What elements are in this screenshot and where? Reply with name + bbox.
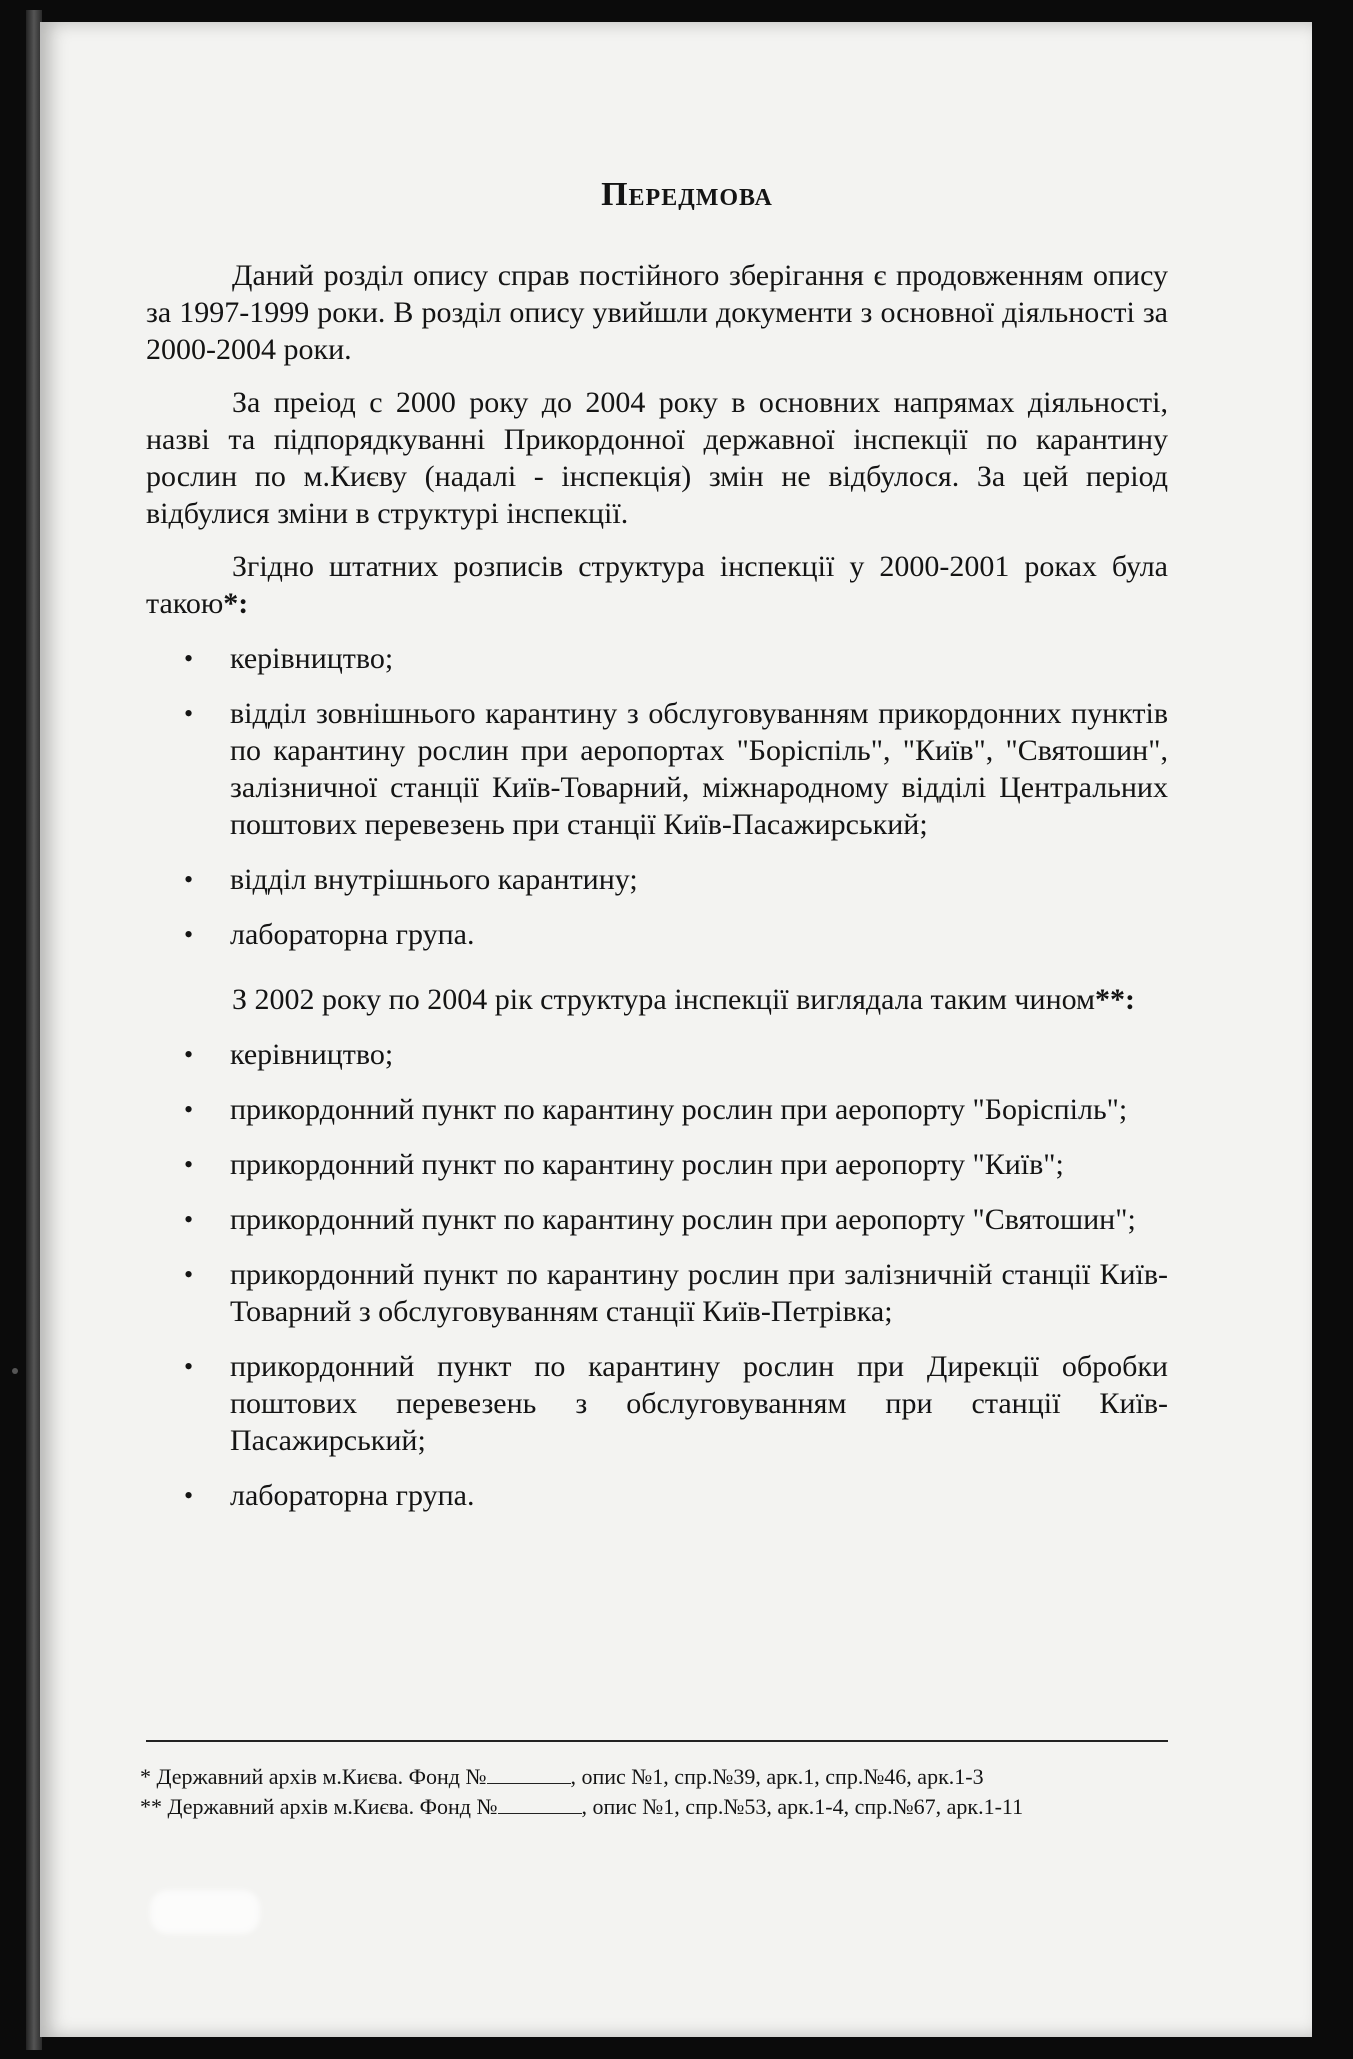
list-item-text: прикордонний пункт по карантину рослин при аеропорту "Київ";	[230, 1148, 1064, 1181]
paragraph-structure-2000	[146, 548, 1168, 622]
list-item-text: лабораторна група.	[230, 1479, 475, 1512]
margin-mark	[12, 1368, 18, 1374]
footnote-1-suffix: , опис №1, спр.№39, арк.1, спр.№46, арк.1-3	[570, 1764, 984, 1789]
footnote-2-prefix: ** Державний архів м.Києва. Фонд №	[140, 1794, 498, 1819]
footnotes	[140, 1762, 1180, 1822]
footnote-1-prefix: * Державний архів м.Києва. Фонд №	[140, 1764, 487, 1789]
page-content	[146, 176, 1168, 1542]
bullet-icon: •	[184, 1205, 194, 1234]
fund-number-blank	[498, 1795, 582, 1814]
bullet-icon: •	[184, 920, 194, 949]
list-item-text: керівництво;	[230, 1038, 394, 1071]
list-item-text: відділ зовнішнього карантину з обслуговуванням прикордонних пунктів по карантину рослин при аеропортах "Боріспіль", "Київ", "Святошин", залізничної станції Київ-Товарний, міжнародному відділі Центральних поштових перевезень при станції Київ-Пасажирський;	[230, 697, 1168, 841]
list-item	[146, 1146, 1168, 1183]
page-title: Передмова	[601, 176, 773, 213]
list-item-text: керівництво;	[230, 642, 394, 675]
bullet-icon: •	[184, 1260, 194, 1289]
list-item	[146, 695, 1168, 843]
list-item	[146, 861, 1168, 898]
bullet-icon: •	[184, 865, 194, 894]
list-item-text: лабораторна група.	[230, 918, 475, 951]
paragraph-structure-2002	[146, 981, 1168, 1018]
bullet-icon: •	[184, 699, 194, 728]
footnote-divider	[146, 1740, 1168, 1742]
structure-list-2002	[146, 1036, 1168, 1514]
paragraph-structure-2002-text: З 2002 року по 2004 рік структура інспекції виглядала таким чином	[232, 983, 1096, 1016]
list-item	[146, 1091, 1168, 1128]
bullet-icon: •	[184, 1150, 194, 1179]
list-item	[146, 1348, 1168, 1459]
bullet-icon: •	[184, 1040, 194, 1069]
list-item-text: прикордонний пункт по карантину рослин при залізничній станції Київ-Товарний з обслуговуванням станції Київ-Петрівка;	[230, 1258, 1168, 1328]
list-item	[146, 916, 1168, 953]
list-item	[146, 1256, 1168, 1330]
paragraph-period: За преіод с 2000 року до 2004 року в основних напрямах діяльності, назві та підпорядкуванні Прикордонної державної інспекції по карантину рослин по м.Києву (надалі - інспекція) змін не відбулося. За цей період відбулися зміни в структурі інспекції.	[146, 386, 1168, 530]
bullet-icon: •	[184, 644, 194, 673]
footnote-2	[140, 1792, 1180, 1822]
footnote-1	[140, 1762, 1180, 1792]
footnote-ref-1: *:	[223, 587, 249, 620]
bullet-icon: •	[184, 1352, 194, 1381]
footnote-ref-2: **:	[1095, 983, 1136, 1016]
list-item-text: прикордонний пункт по карантину рослин при Дирекції обробки поштових перевезень з обслуговуванням при станції Київ-Пасажирський;	[230, 1350, 1168, 1457]
paper-smudge	[150, 1890, 260, 1934]
list-item-text: прикордонний пункт по карантину рослин при аеропорту "Святошин";	[230, 1203, 1136, 1236]
bullet-icon: •	[184, 1095, 194, 1124]
fund-number-blank	[487, 1765, 571, 1784]
list-item-text: відділ внутрішнього карантину;	[230, 863, 638, 896]
bullet-icon: •	[184, 1481, 194, 1510]
list-item	[146, 1477, 1168, 1514]
list-item	[146, 1036, 1168, 1073]
paragraph-intro: Даний розділ опису справ постійного зберігання є продовженням опису за 1997-1999 роки. В розділ опису увийшли документи з основної діяльності за 2000-2004 роки.	[146, 259, 1168, 366]
list-item-text: прикордонний пункт по карантину рослин при аеропорту "Боріспіль";	[230, 1093, 1128, 1126]
list-item	[146, 1201, 1168, 1238]
paragraph-structure-2000-text: Згідно штатних розписів структура інспекції у 2000-2001 роках була такою	[146, 550, 1168, 620]
list-item	[146, 640, 1168, 677]
structure-list-2000	[146, 640, 1168, 953]
footnote-2-suffix: , опис №1, спр.№53, арк.1-4, спр.№67, арк.1-11	[581, 1794, 1024, 1819]
